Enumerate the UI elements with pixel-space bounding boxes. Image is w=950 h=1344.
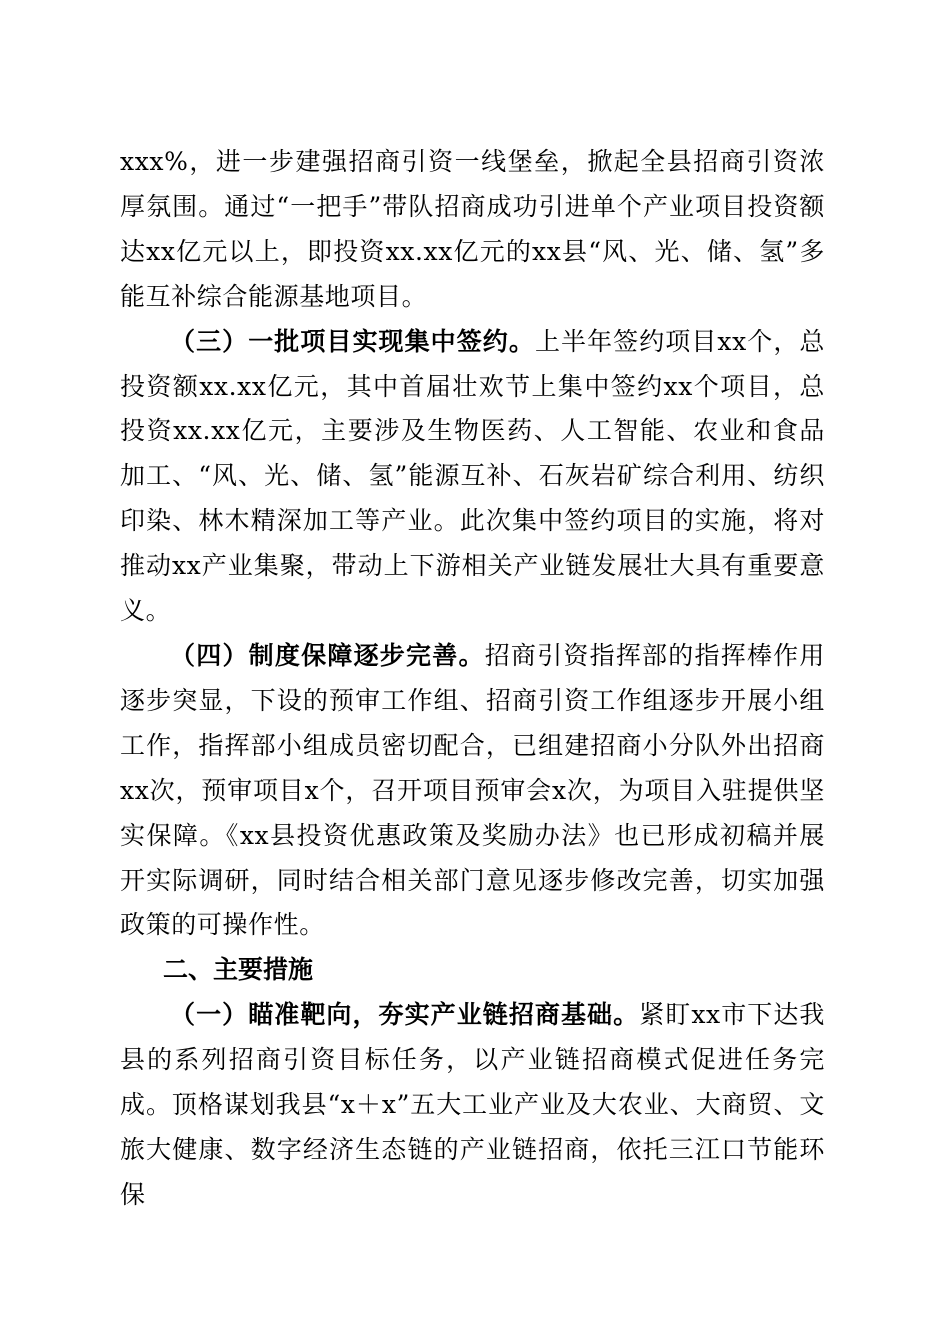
paragraph-lead: （四）制度保障逐步完善。 — [170, 640, 485, 670]
paragraph-industry-chain — [120, 993, 825, 1218]
paragraph-project-signing — [120, 320, 825, 634]
paragraph-text: 紧盯xx市下达我县的系列招商引资目标任务，以产业链招商模式促进任务完成。顶格谋划我县“x＋x”五大工业产业及大农业、大商贸、文旅大健康、数字经济生态链的产业链招商，依托三江口节能环保 — [120, 1000, 825, 1209]
paragraph-lead: （一）瞄准靶向，夯实产业链招商基础。 — [170, 1000, 640, 1030]
paragraph-system-guarantee — [120, 634, 825, 948]
paragraph-lead: （三）一批项目实现集中签约。 — [170, 326, 535, 356]
paragraph-text: 上半年签约项目xx个，总投资额xx.xx亿元，其中首届壮欢节上集中签约xx个项目，总投资xx.xx亿元，主要涉及生物医药、人工智能、农业和食品加工、“风、光、储、氢”能源互补、石灰岩矿综合利用、纺织印染、林木精深加工等产业。此次集中签约项目的实施，将对推动xx产业集聚，带动上下游相关产业链发展壮大具有重要意义。 — [120, 326, 825, 626]
paragraph-investment-summary — [120, 140, 825, 320]
paragraph-text: xxx%，进一步建强招商引资一线堡垒，掀起全县招商引资浓厚氛围。通过“一把手”带队招商成功引进单个产业项目投资额达xx亿元以上，即投资xx.xx亿元的xx县“风、光、储、氢”多能互补综合能源基地项目。 — [120, 147, 825, 311]
section-heading-main-measures: 二、主要措施 — [163, 955, 314, 985]
paragraph-text: 招商引资指挥部的指挥棒作用逐步突显，下设的预审工作组、招商引资工作组逐步开展小组工作，指挥部小组成员密切配合，已组建招商小分队外出招商xx次，预审项目x个，召开项目预审会x次，为项目入驻提供坚实保障。《xx县投资优惠政策及奖励办法》也已形成初稿并展开实际调研，同时结合相关部门意见逐步修改完善，切实加强政策的可操作性。 — [120, 640, 825, 940]
document-page — [120, 140, 825, 1218]
